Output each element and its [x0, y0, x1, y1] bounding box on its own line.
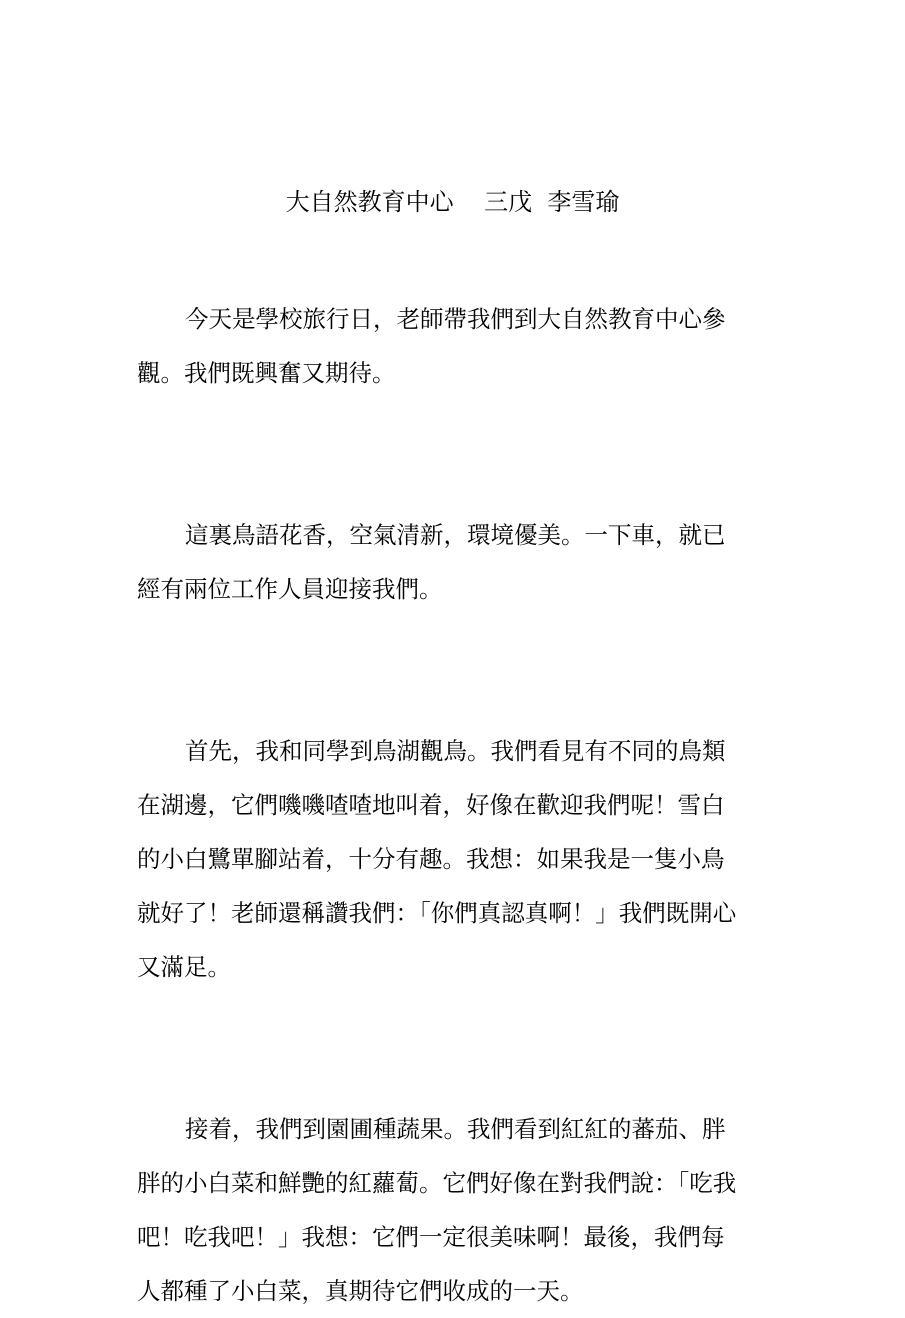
paragraph-4: 接着，我們到園圃種蔬果。我們看到紅紅的蕃茄、胖胖的小白菜和鮮艷的紅蘿蔔。它們好像在對我們說：「吃我吧！吃我吧！」我想：它們一定很美味啊！最後，我們每人都種了小白菜，真期待它們收成的一天。: [137, 1115, 737, 1305]
paragraph-2: 這裏鳥語花香，空氣清新，環境優美。一下車，就已經有兩位工作人員迎接我們。: [137, 521, 726, 603]
document-body: [137, 292, 745, 1318]
paragraph-3: 首先，我和同學到鳥湖觀鳥。我們看見有不同的鳥類在湖邊，它們嘰嘰喳喳地叫着，好像在歡迎我們呢！雪白的小白鷺單腳站着，十分有趣。我想：如果我是一隻小鳥就好了！老師還稱讚我們：「你們真認真啊！」我們既開心又滿足。: [137, 737, 737, 981]
paragraph-1: 今天是學校旅行日，老師帶我們到大自然教育中心參觀。我們既興奮又期待。: [137, 305, 726, 387]
document-title: 大自然教育中心 三戊 李雪瑜: [285, 188, 620, 216]
